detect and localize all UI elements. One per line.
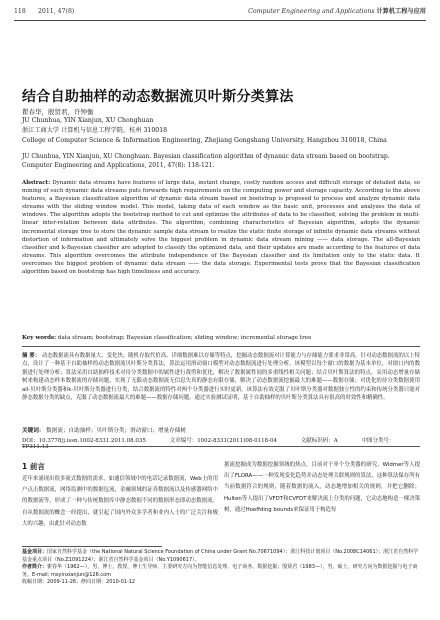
body-paragraph: 近年来涌现出很多流式数据的需求，如通信领域中的电话记录数据流，Web上的用户点击数据流，网络监测中的数据包流，金融领域的证券数据流以及传感器网络中的数据流等，形成了一种与传统数据库中静态数据不同的数据形态即动态数据流。自从数据流的概念一经提出，就引起了国内外众多学者和业内人士的广泛关注和极大的兴趣，由此针对动态数 bbox=[22, 476, 218, 527]
page-number: 118 bbox=[14, 8, 26, 15]
doi: DOI：10.3778/j.issn.1002-8331.2011.08.035 bbox=[22, 438, 146, 444]
section-heading: 1 前言 bbox=[22, 462, 45, 471]
fund-text: 国家自然科学基金（the National Natural Science Foundation of China under Grant No.70671094）；浙江科技计划项目（No.2008C14061）；浙江省自然科学基金重点项目（No.Z1091224）；浙江省自然科学基金项目（No.Y1090617）。 bbox=[22, 549, 419, 563]
keywords-en bbox=[22, 334, 420, 342]
classification-number: 中图分类号：TP311.13 bbox=[22, 438, 395, 450]
body-column-left bbox=[22, 460, 218, 530]
fund-note bbox=[22, 549, 420, 564]
journal-name bbox=[248, 4, 426, 20]
abstract-en bbox=[22, 179, 420, 276]
doi-line bbox=[22, 436, 420, 450]
fund-label: 基金项目： bbox=[22, 549, 48, 555]
article-number: 文章编号：1002-8331(2011)08-0118-04 bbox=[169, 438, 278, 444]
bio-label: 作者简介： bbox=[22, 564, 48, 571]
authors-cn: 瞿春华，殷贤君，许钟衡 bbox=[22, 108, 94, 116]
footnote-divider bbox=[22, 546, 162, 547]
document-code: 文献标识码：A bbox=[300, 438, 338, 444]
body-column-right bbox=[224, 460, 420, 516]
affiliation-cn: 浙江工商大学 计算机与信息工程学院，杭州 310018 bbox=[22, 127, 168, 134]
keywords-cn-text: 数据流；自助抽样；贝叶斯分类；滑动窗口；增量存储树 bbox=[46, 428, 187, 434]
body-paragraph: 据流挖掘成为数据挖掘领域的热点。目前对于单个分类器的研究，Widmer等人提出了FLORA——一种发现变化趋势并动态处理关联规则的算法，这种算法保存所有当前数据符合的规则，随着数据的流入，动态地增加相关的规则，并把它删除；Hulten等人提出了VFDT和CVFDT来解决流上分类的问题，它动态地构造一棵决策树，通过Hoeffding bounds来保证用于构造每 bbox=[224, 462, 420, 513]
received-date: 收稿日期：2009-11-26；修回日期：2010-01-12 bbox=[22, 579, 136, 586]
keywords-en-text: data stream; bootstrap; Bayesian classification; sliding window; incremental storage tree bbox=[57, 335, 312, 341]
journal-name-cn: 计算机工程与应用 bbox=[376, 8, 426, 15]
running-header bbox=[14, 4, 426, 21]
abstract-cn-label: 摘 要： bbox=[22, 353, 41, 359]
authors-en: JU Chunhua, YIN Xianjun, XU Chonghuan bbox=[22, 117, 154, 124]
citation-en: JU Chunhua, YIN Xianjun, XU Chonghuan. Bayesian classification algorithm of dynamic data stream based on bootstrap. Computer Engineering and Applications, 2011, 47(8): 118-121. bbox=[22, 153, 390, 169]
journal-name-en: Computer Engineering and Applications bbox=[248, 8, 375, 15]
abstract-cn bbox=[22, 352, 420, 402]
abstract-en-label: Abstract: bbox=[22, 180, 51, 186]
paper-title: 结合自助抽样的动态数据流贝叶斯分类算法 bbox=[22, 89, 294, 105]
divider bbox=[22, 446, 420, 447]
divider bbox=[22, 346, 420, 347]
keywords-cn-label: 关键词： bbox=[22, 428, 45, 434]
keywords-en-label: Key words: bbox=[22, 335, 57, 341]
keywords-cn bbox=[22, 426, 420, 434]
abstract-en-text: Dynamic data streams have features of large data, instant change, costly random access and difficult storage of detailed data, so mining of such dynamic data streams puts forwards high requirements on the computing power and storage capacity. According to the above features, a Bayesian classification algorithm of dynamic data stream based on bootstrap is proposed to process and analyze dynamic data streams with the sliding window model. This model, taking data of each window as the basic unit, processes and analyzes the data of windows. The algorithm adopts the bootstrap method to cut and optimize the attributes of data to be classified, solving the problem in multi-linear inter-relation between data attributes. The algorithm, combining characteristics of Bayesian algorithm, adopts the dynamic incremental storage tree to store the dynamic sample data stream to realize the static finite storage of infinite dynamic data streams without distortion of information and ultimately solve the biggest problem in dynamic data stream mining —— data storage. The all-Bayesian classifier and k-Bayesian classifier are adopted to classify the optimized data, and their updates are made according to the features of data streams. This algorithm overcomes the attribute independence of the Bayesian classifier and its limitation only to the static data. It overcomes the biggest problem of dynamic data stream —— the data storage. Experimental tests prove that the Bayesian classification algorithm based on bootstrap has high timeliness and accuracy. bbox=[22, 180, 420, 276]
footnotes bbox=[22, 549, 420, 587]
abstract-cn-text: 动态数据流具有数据量大、变化快、随机存取代价高、详细数据难以存储等特点，挖掘动态数据流对计算能力与存储能力要求非常高。针对动态数据流的以上特点，设计了一种基于自助抽样的动态数据流贝叶斯分类算法，算法运用滑动窗口模型对动态数据流进行处理分析，该模型以每个窗口的数据为基本单位，对窗口内的数据进行处理分析；算法采用自助抽样技术对待分类数据中的属性进行裁剪和优化，解决了数据属性间的多重线性相关问题；结合贝叶斯算法的特点，采用动态增量存储树来构建动态样本数据流的存储问题，实现了无限动态数据流无信息失真的静态有限存储，解决了动态数据流挖掘最大的难题——数据存储；对优化的待分类数据使用all-贝叶斯分类器和k-贝叶斯分类器进行分类，结合数据流的特性对两个分类器进行实时更新。该算法有效克服了贝叶斯分类器对数据独立性的约束和传统分类器只能对静态数据分类的缺点，克服了动态数据流最大的难题——数据存储问题。通过实验测试证明，基于自助抽样的贝叶斯分类算法具有很高的时效性和精确性。 bbox=[22, 353, 420, 402]
bio-text: 瞿春华（1962—），男，博士，教授，博士生导师，主要研究方向为智能信息处理、电子商务、数据挖掘；殷贤君（1983—），男，硕士，研究方向为数据挖掘与电子商务。E-mail: msyinxianjun@126.com bbox=[22, 564, 418, 578]
issue-info: 2011, 47(8) bbox=[38, 8, 75, 15]
affiliation-en: College of Computer Science & Information Engineering, Zhejiang Gongshang University, Hangzhou 310018, China bbox=[22, 137, 387, 144]
author-bio bbox=[22, 564, 420, 579]
